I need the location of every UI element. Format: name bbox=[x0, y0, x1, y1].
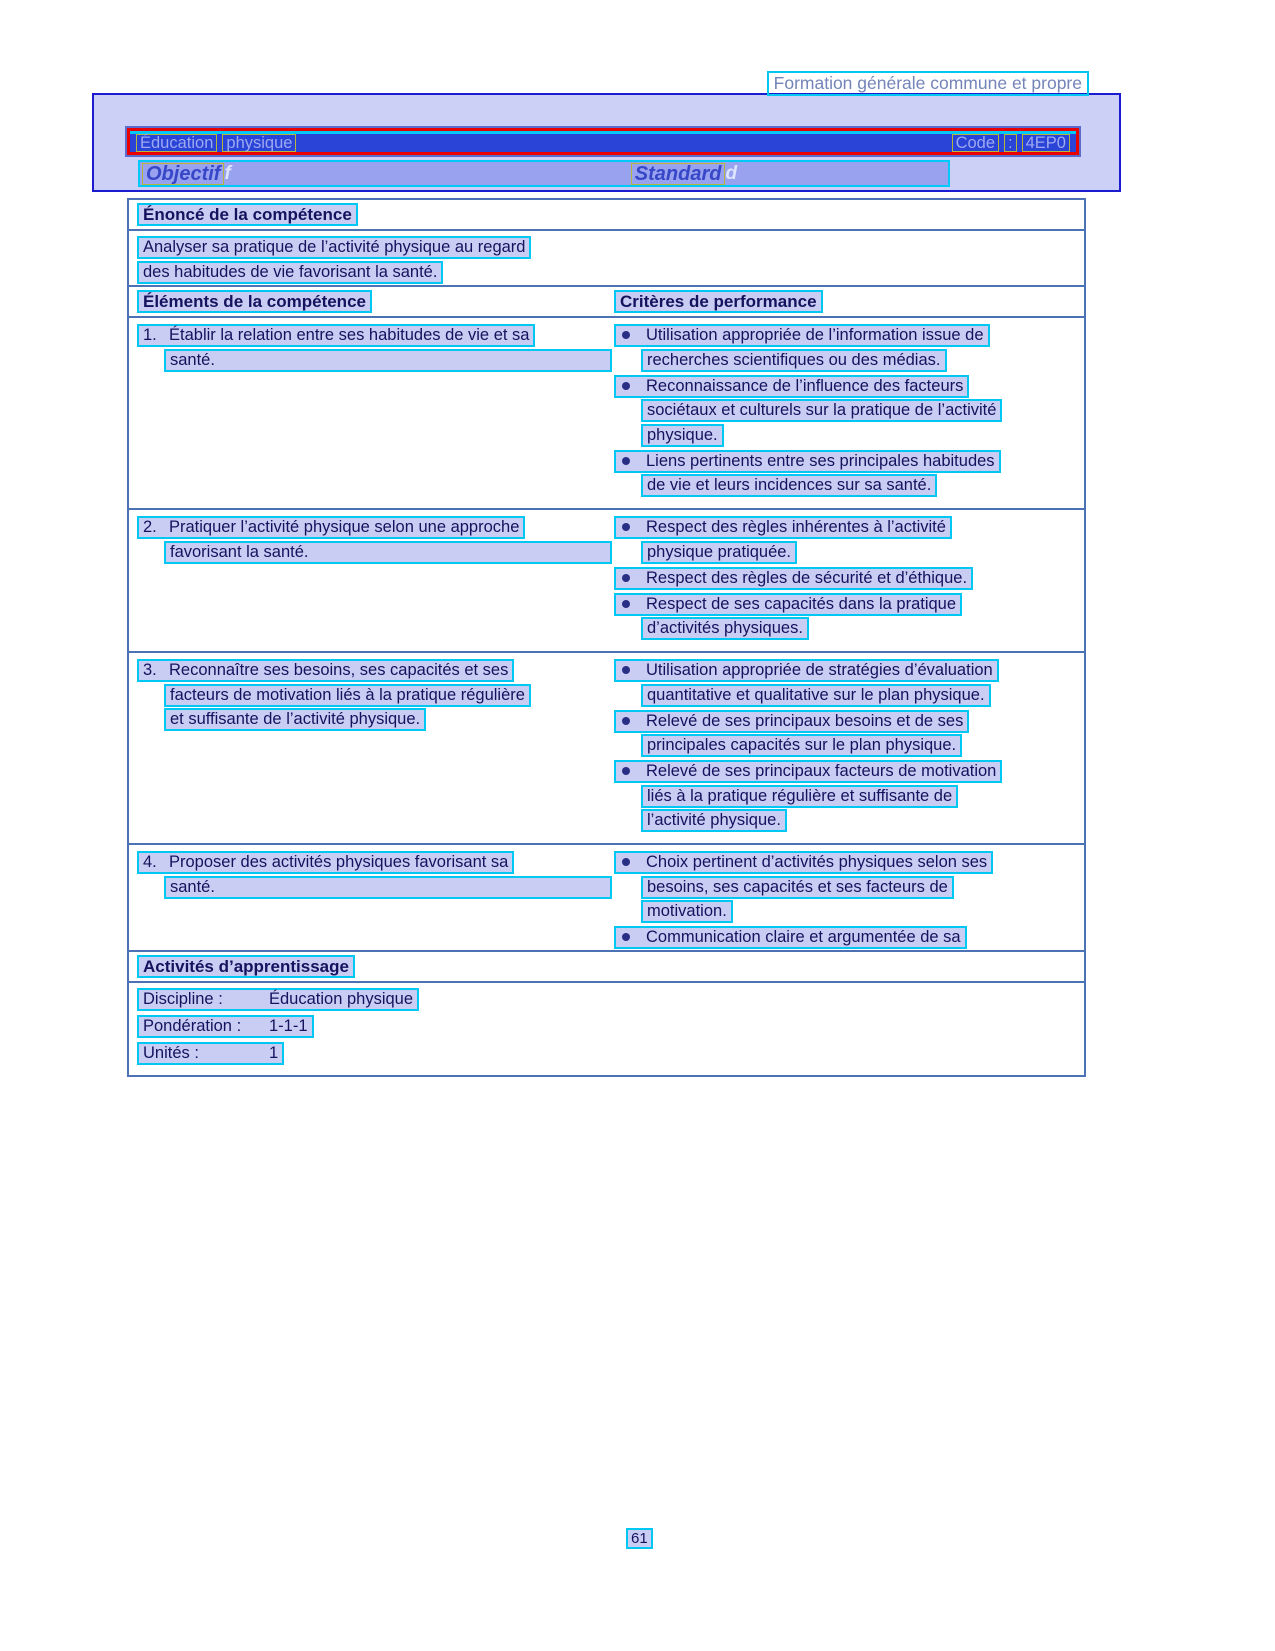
bullet-icon bbox=[622, 457, 630, 465]
element-line bbox=[137, 516, 612, 539]
activity-label: Pondération : bbox=[143, 1017, 242, 1035]
criteria-line-text: Relevé de ses principaux besoins et de ses bbox=[614, 710, 969, 733]
criteria-line bbox=[614, 474, 1078, 497]
element-line-text: 4. Proposer des activités physiques favorisant sa bbox=[137, 851, 514, 874]
enonce-table bbox=[127, 198, 1086, 293]
criteria-line-text: principales capacités sur le plan physique. bbox=[641, 734, 962, 757]
criteria-line bbox=[614, 617, 1078, 640]
criteria-line bbox=[614, 450, 1078, 473]
element-line bbox=[137, 851, 612, 874]
criteria-item bbox=[614, 375, 1078, 447]
elements-header: Éléments de la compétence bbox=[137, 290, 372, 313]
running-header: Formation générale commune et propre bbox=[767, 71, 1089, 96]
enonce-header-row bbox=[129, 200, 1084, 231]
element-cell bbox=[129, 653, 612, 843]
enonce-line-text: Analyser sa pratique de l’activité physique au regard bbox=[137, 236, 531, 259]
program-header-box bbox=[92, 93, 1121, 192]
activity-row bbox=[137, 988, 1084, 1011]
course-title-bar bbox=[127, 128, 1079, 155]
element-line-text: et suffisante de l’activité physique. bbox=[164, 708, 426, 731]
bullet-icon bbox=[622, 382, 630, 390]
criteria-line bbox=[614, 926, 1078, 949]
learning-activities-table bbox=[127, 950, 1086, 1077]
competence-table bbox=[127, 285, 1086, 987]
course-title-word: Éducation bbox=[136, 134, 217, 152]
element-number: 1. bbox=[143, 326, 157, 344]
criteria-line-text: Reconnaissance de l’influence des facteurs bbox=[614, 375, 969, 398]
criteria-line-text: physique. bbox=[641, 424, 724, 447]
criteria-item bbox=[614, 567, 1078, 590]
activity-row-text bbox=[137, 988, 419, 1011]
criteria-line bbox=[614, 516, 1078, 539]
criteria-line bbox=[614, 593, 1078, 616]
element-line bbox=[137, 708, 612, 731]
criteria-line bbox=[614, 851, 1078, 874]
criteria-line-text: Respect de ses capacités dans la pratique bbox=[614, 593, 962, 616]
element-number: 4. bbox=[143, 853, 157, 871]
bullet-icon bbox=[622, 523, 630, 531]
competence-rows bbox=[129, 318, 1084, 985]
criteria-line bbox=[614, 375, 1078, 398]
bullet-icon bbox=[622, 717, 630, 725]
enonce-text bbox=[129, 231, 1084, 291]
activities-header-row bbox=[129, 952, 1084, 983]
element-line-text: 3. Reconnaître ses besoins, ses capacités et ses bbox=[137, 659, 514, 682]
enonce-line bbox=[137, 261, 1084, 284]
table-row bbox=[129, 318, 1084, 510]
criteria-item bbox=[614, 450, 1078, 498]
standard-heading: Standard bbox=[631, 163, 726, 185]
criteria-line-text: recherches scientifiques ou des médias. bbox=[641, 349, 947, 372]
table-row bbox=[129, 510, 1084, 653]
criteria-line-text: Respect des règles de sécurité et d’éthique. bbox=[614, 567, 973, 590]
element-number: 2. bbox=[143, 518, 157, 536]
element-line bbox=[137, 876, 612, 899]
criteria-line-text: Communication claire et argumentée de sa bbox=[614, 926, 967, 949]
course-code-word: Code bbox=[952, 134, 999, 152]
criteria-line-text: motivation. bbox=[641, 900, 733, 923]
course-code-word: : bbox=[1004, 134, 1017, 152]
criteria-line bbox=[614, 659, 1078, 682]
activity-value: 1 bbox=[269, 1044, 279, 1062]
enonce-line bbox=[137, 236, 1084, 259]
course-code bbox=[952, 134, 1070, 152]
objectif-text-tail: f bbox=[224, 162, 231, 184]
criteria-cell bbox=[612, 510, 1084, 651]
criteria-item bbox=[614, 760, 1078, 832]
objectif-standard-band bbox=[138, 160, 950, 187]
criteria-item bbox=[614, 659, 1078, 707]
activity-label: Discipline : bbox=[143, 990, 223, 1008]
activity-row-text bbox=[137, 1015, 314, 1038]
activity-row-text bbox=[137, 1042, 284, 1065]
criteria-line-text: d’activités physiques. bbox=[641, 617, 809, 640]
criteria-line bbox=[614, 399, 1078, 422]
criteres-header: Critères de performance bbox=[614, 290, 823, 313]
element-line-text: 2. Pratiquer l’activité physique selon une approche bbox=[137, 516, 525, 539]
criteria-item bbox=[614, 516, 1078, 564]
bullet-icon bbox=[622, 767, 630, 775]
enonce-line-text: des habitudes de vie favorisant la santé. bbox=[137, 261, 443, 284]
objectif-heading: Objectif bbox=[142, 163, 224, 185]
activity-value: Éducation physique bbox=[269, 990, 414, 1008]
element-line-text: favorisant la santé. bbox=[164, 541, 612, 564]
criteria-line-text: Utilisation appropriée de stratégies d’évaluation bbox=[614, 659, 999, 682]
activity-row bbox=[137, 1042, 1084, 1065]
criteria-line bbox=[614, 684, 1078, 707]
activities-body bbox=[129, 983, 1084, 1075]
element-line-text: santé. bbox=[164, 349, 612, 372]
activity-value: 1-1-1 bbox=[269, 1017, 308, 1035]
criteria-line-text: de vie et leurs incidences sur sa santé. bbox=[641, 474, 937, 497]
course-title-bar-inner bbox=[130, 131, 1076, 152]
criteria-line bbox=[614, 541, 1078, 564]
element-cell bbox=[129, 510, 612, 651]
element-line bbox=[137, 349, 612, 372]
bullet-icon bbox=[622, 331, 630, 339]
element-cell bbox=[129, 318, 612, 508]
criteria-line bbox=[614, 324, 1078, 347]
criteria-line bbox=[614, 734, 1078, 757]
element-number: 3. bbox=[143, 661, 157, 679]
criteria-item bbox=[614, 324, 1078, 372]
enonce-header: Énoncé de la compétence bbox=[137, 203, 358, 226]
criteria-line-text: Choix pertinent d’activités physiques selon ses bbox=[614, 851, 993, 874]
activity-label: Unités : bbox=[143, 1044, 199, 1062]
element-line bbox=[137, 541, 612, 564]
element-line-text: 1. Établir la relation entre ses habitudes de vie et sa bbox=[137, 324, 535, 347]
activities-header: Activités d’apprentissage bbox=[137, 955, 355, 978]
bullet-icon bbox=[622, 933, 630, 941]
criteria-line-text: Respect des règles inhérentes à l’activité bbox=[614, 516, 952, 539]
criteria-line bbox=[614, 876, 1078, 899]
bullet-icon bbox=[622, 600, 630, 608]
criteria-line bbox=[614, 710, 1078, 733]
criteria-line-text: Relevé de ses principaux facteurs de motivation bbox=[614, 760, 1002, 783]
competence-header-row bbox=[129, 287, 1084, 318]
criteria-cell bbox=[612, 653, 1084, 843]
criteria-item bbox=[614, 593, 1078, 641]
criteria-item bbox=[614, 851, 1078, 923]
page-number: 61 bbox=[626, 1528, 653, 1549]
element-line bbox=[137, 324, 612, 347]
criteria-line bbox=[614, 424, 1078, 447]
criteria-line-text: quantitative et qualitative sur le plan physique. bbox=[641, 684, 991, 707]
criteria-line-text: physique pratiquée. bbox=[641, 541, 797, 564]
course-title bbox=[136, 134, 296, 152]
criteria-line bbox=[614, 809, 1078, 832]
element-line bbox=[137, 659, 612, 682]
criteria-line bbox=[614, 567, 1078, 590]
course-title-word: physique bbox=[222, 134, 296, 152]
course-code-word: 4EP0 bbox=[1022, 134, 1070, 152]
element-line-text: santé. bbox=[164, 876, 612, 899]
table-row bbox=[129, 653, 1084, 845]
activity-row bbox=[137, 1015, 1084, 1038]
criteria-line bbox=[614, 785, 1078, 808]
bullet-icon bbox=[622, 574, 630, 582]
standard-text-tail: d bbox=[725, 162, 738, 184]
criteria-item bbox=[614, 710, 1078, 758]
criteria-line-text: liés à la pratique régulière et suffisante de bbox=[641, 785, 958, 808]
bullet-icon bbox=[622, 666, 630, 674]
bullet-icon bbox=[622, 858, 630, 866]
element-line bbox=[137, 684, 612, 707]
criteria-line-text: Utilisation appropriée de l’information issue de bbox=[614, 324, 990, 347]
criteria-line-text: besoins, ses capacités et ses facteurs de bbox=[641, 876, 954, 899]
criteria-line-text: l’activité physique. bbox=[641, 809, 787, 832]
criteria-line bbox=[614, 900, 1078, 923]
criteria-line-text: sociétaux et culturels sur la pratique de l’activité bbox=[641, 399, 1002, 422]
criteria-line-text: Liens pertinents entre ses principales habitudes bbox=[614, 450, 1001, 473]
criteria-line bbox=[614, 349, 1078, 372]
element-line-text: facteurs de motivation liés à la pratique régulière bbox=[164, 684, 531, 707]
criteria-line bbox=[614, 760, 1078, 783]
criteria-cell bbox=[612, 318, 1084, 508]
